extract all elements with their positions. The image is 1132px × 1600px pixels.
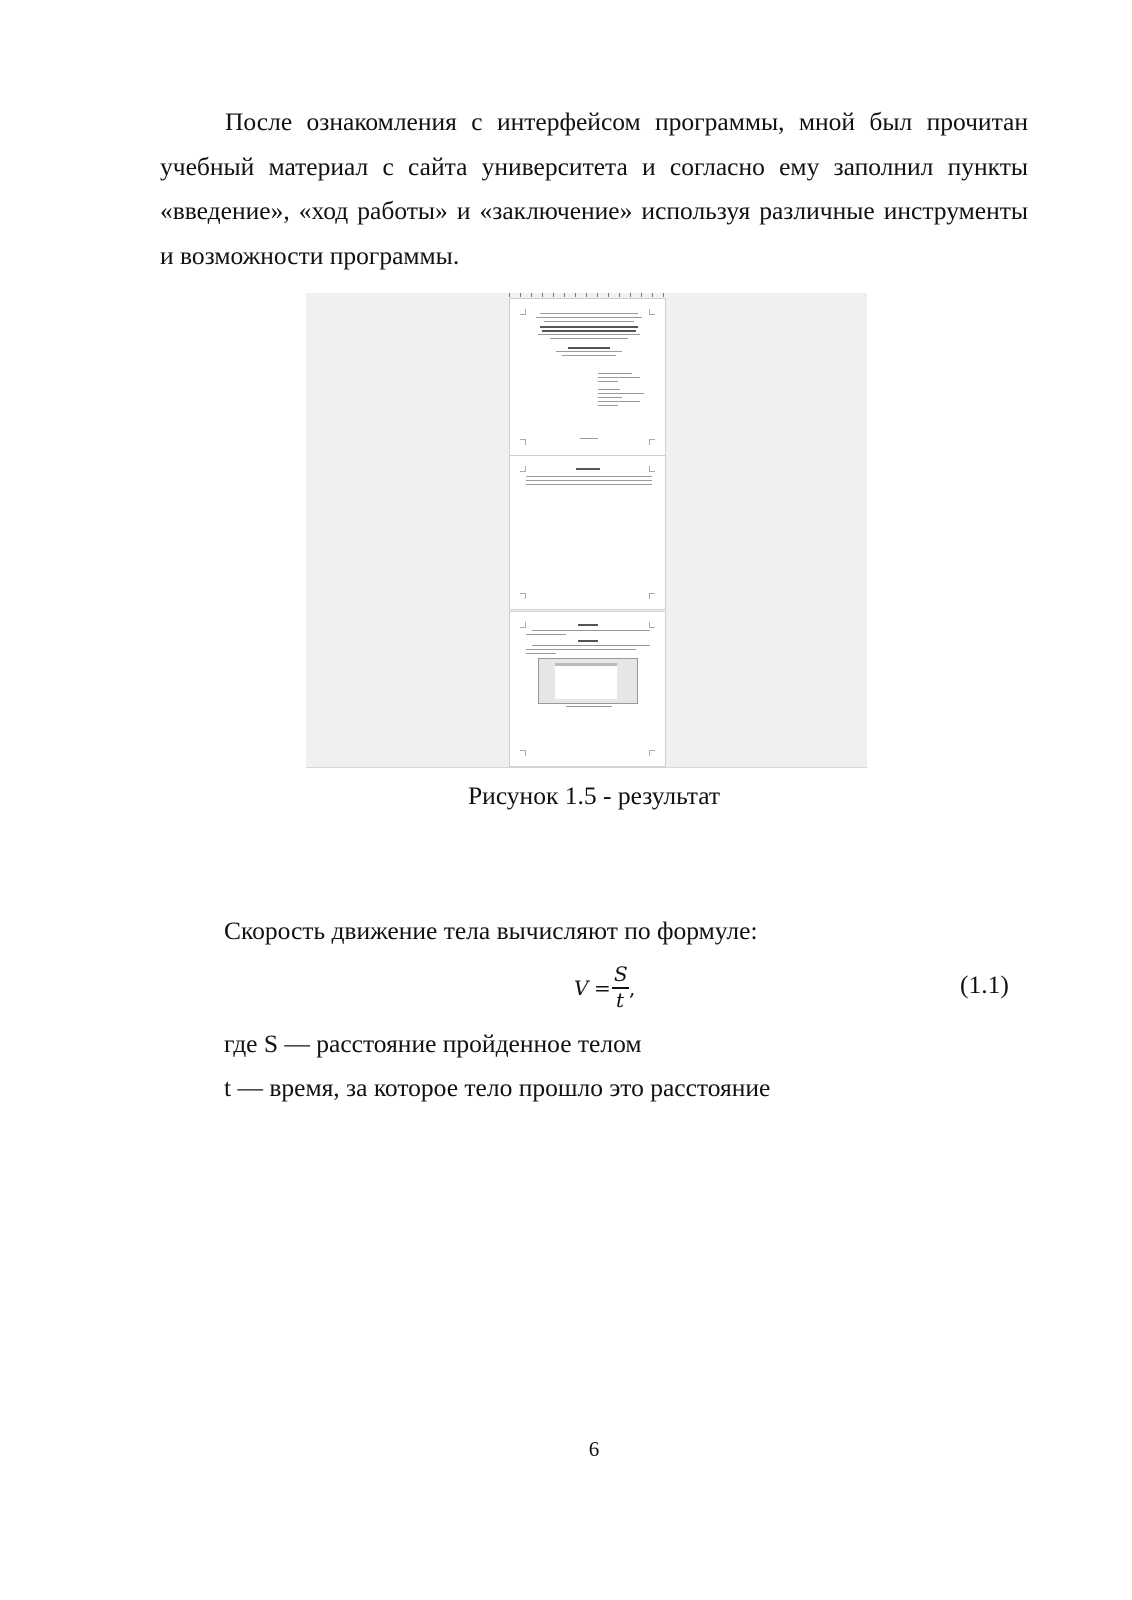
thumbnail-page-title [509,298,666,456]
definition-s: где S — расстояние пройденное телом [224,1029,642,1058]
formula-equals: = [594,976,611,1000]
formula-numerator: S [614,962,628,986]
equation-number: (1.1) [960,970,1009,999]
formula-comma: , [629,976,636,1000]
formula-lhs: V [574,976,589,1000]
thumbnail-page-introduction [509,611,666,767]
definition-t: t — время, за которое тело прошло это расстояние [224,1073,771,1102]
formula-denominator: t [616,988,625,1012]
page-number: 6 [588,1437,600,1461]
formula-intro: Скорость движение тела вычисляют по формуле: [224,916,758,945]
ruler [509,293,666,297]
figure-caption: Рисунок 1.5 - результат [467,781,721,810]
thumbnail-screenshot-image [538,658,638,704]
thumbnail-page-contents [509,455,666,610]
body-paragraph: После ознакомления с интерфейсом программы, мной был прочитан учебный материал с сайта университета и согласно ему заполнил пункты «введение», «ход работы» и «заключение» используя различные инструменты и возможности программы. [160,107,1028,270]
figure-screenshot [306,293,867,768]
